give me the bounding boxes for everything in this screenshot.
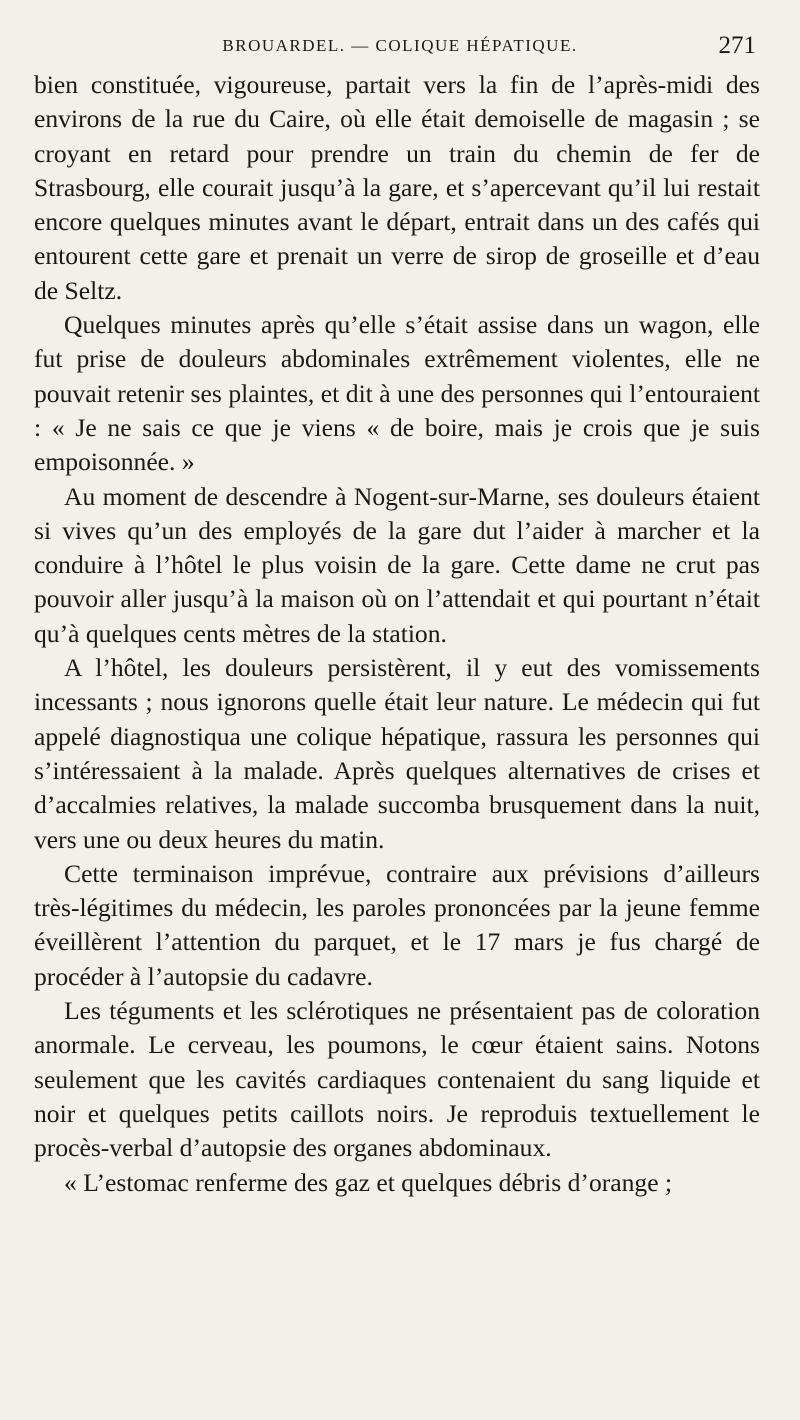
paragraph: « L’estomac renferme des gaz et quelques débris d’orange ;: [64, 1167, 673, 1197]
page-number: 271: [718, 32, 756, 59]
paragraph: Cette terminaison imprévue, contraire aux prévisions d’ailleurs très-légitimes du médecin, les paroles prononcées par la jeune femme éveillèrent l’attention du parquet, et le 17 mars je fus chargé de procéder à l’autopsie du cadavre.: [34, 858, 760, 991]
paragraph: Au moment de descendre à Nogent-sur-Marne, ses douleurs étaient si vives qu’un des employés de la gare dut l’aider à marcher et la conduire à l’hôtel le plus voisin de la gare. Cette dame ne crut pas pouvoir aller jusqu’à la maison où on l’attendait et qui pourtant n’était qu’à quelques cents mètres de la station.: [34, 481, 760, 648]
page-header: [0, 30, 800, 64]
paragraph: A l’hôtel, les douleurs persistèrent, il y eut des vomissements incessants ; nous ignorons quelle était leur nature. Le médecin qui fut appelé diagnostiqua une colique hépatique, rassura les personnes qui s’intéressaient à la malade. Après quelques alternatives de crises et d’accalmies relatives, la malade succomba brusquement dans la nuit, vers une ou deux heures du matin.: [34, 653, 760, 854]
paragraph: bien constituée, vigoureuse, partait vers la fin de l’après-midi des environs de la rue du Caire, où elle était demoiselle de magasin ; se croyant en retard pour prendre un train du chemin de fer de Strasbourg, elle courait jusqu’à la gare, et s’apercevant qu’il lui restait encore quelques minutes avant le départ, entrait dans un des cafés qui entourent cette gare et prenait un verre de sirop de groseille et d’eau de Seltz.: [34, 70, 760, 305]
body-text: [34, 68, 760, 1200]
paragraph: Quelques minutes après qu’elle s’était assise dans un wagon, elle fut prise de douleurs abdominales extrêmement violentes, elle ne pouvait retenir ses plaintes, et dit à une des personnes qui l’entouraient : « Je ne sais ce que je viens « de boire, mais je crois que je suis empoisonnée. »: [34, 310, 760, 477]
paragraph: Les téguments et les sclérotiques ne présentaient pas de coloration anormale. Le cerveau, les poumons, le cœur étaient sains. Notons seulement que les cavités cardiaques contenaient du sang liquide et noir et quelques petits caillots noirs. Je reproduis textuellement le procès-verbal d’autopsie des organes abdominaux.: [34, 996, 760, 1163]
running-head: BROUARDEL. — COLIQUE HÉPATIQUE.: [222, 36, 578, 55]
